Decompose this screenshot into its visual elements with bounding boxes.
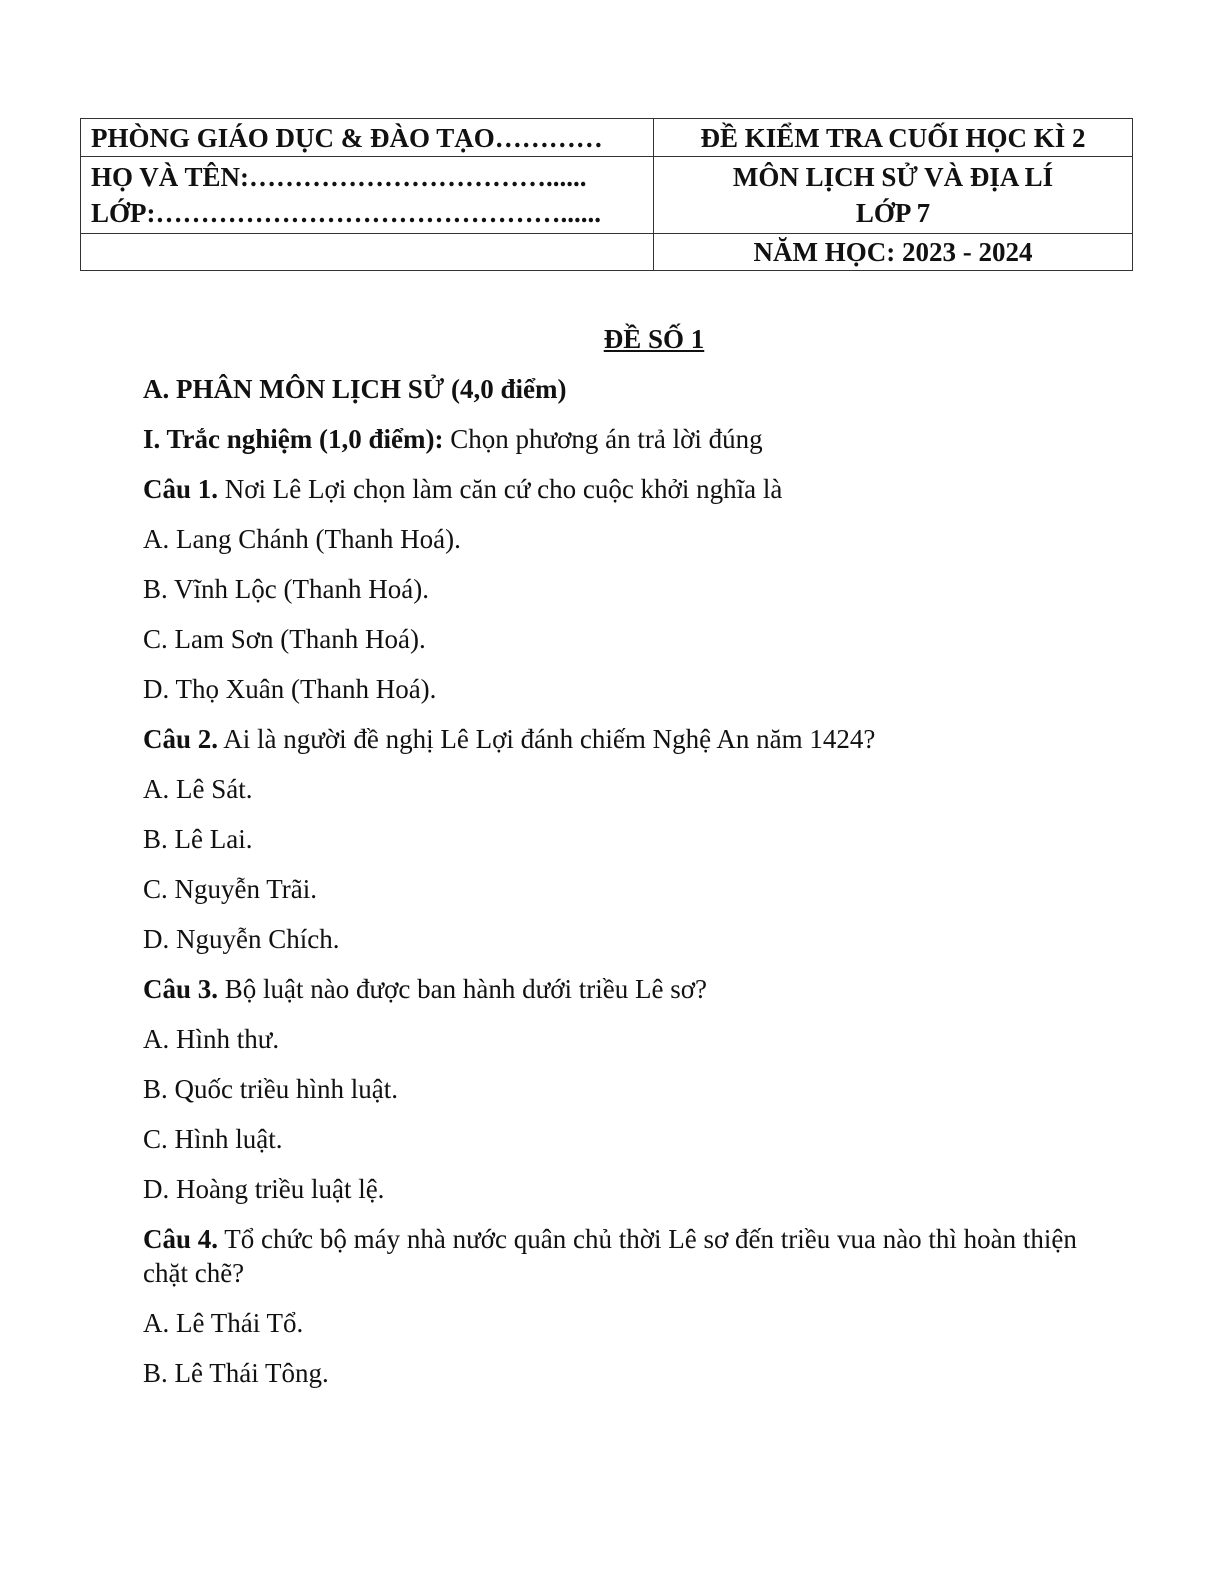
answer-option: B. Quốc triều hình luật.	[143, 1074, 398, 1104]
answer-option: D. Hoàng triều luật lệ.	[143, 1174, 385, 1204]
question-text: Nơi Lê Lợi chọn làm căn cứ cho cuộc khởi nghĩa là	[218, 474, 783, 504]
part-label: I. Trắc nghiệm (1,0 điểm):	[143, 424, 444, 454]
class-field: LỚP:………………………………………......	[91, 198, 601, 228]
header-table	[80, 118, 1133, 271]
part-heading	[143, 422, 1103, 456]
question-block	[143, 972, 1103, 1206]
header-row	[81, 119, 1133, 157]
answer-option: C. Lam Sơn (Thanh Hoá).	[143, 624, 426, 654]
question-stem	[143, 472, 1103, 506]
exam-name-cell: ĐỀ KIỂM TRA CUỐI HỌC KÌ 2	[654, 119, 1133, 157]
question-text: Ai là người đề nghị Lê Lợi đánh chiếm Nghệ An năm 1424?	[218, 724, 876, 754]
question-stem	[143, 972, 1103, 1006]
question-text: Tổ chức bộ máy nhà nước quân chủ thời Lê sơ đến triều vua nào thì hoàn thiện chặt chẽ?	[143, 1224, 1077, 1288]
student-name-field: HỌ VÀ TÊN:……………………………......	[91, 162, 587, 192]
question-block	[143, 472, 1103, 706]
section-heading: A. PHÂN MÔN LỊCH SỬ (4,0 điểm)	[143, 374, 567, 404]
empty-cell	[81, 234, 654, 271]
question-label: Câu 2.	[143, 724, 219, 754]
question-label: Câu 3.	[143, 974, 219, 1004]
header-row	[81, 157, 1133, 234]
header-row	[81, 234, 1133, 271]
question-text: Bộ luật nào được ban hành dưới triều Lê sơ?	[218, 974, 707, 1004]
part-instruction: Chọn phương án trả lời đúng	[443, 424, 763, 454]
answer-option: B. Vĩnh Lộc (Thanh Hoá).	[143, 574, 429, 604]
answer-option: A. Hình thư.	[143, 1024, 280, 1054]
answer-option: C. Hình luật.	[143, 1124, 283, 1154]
subject-cell	[654, 157, 1133, 234]
answer-option: D. Thọ Xuân (Thanh Hoá).	[143, 674, 437, 704]
question-stem	[143, 722, 1103, 756]
answer-option: D. Nguyễn Chích.	[143, 924, 340, 954]
answer-option: B. Lê Lai.	[143, 824, 253, 854]
department-cell: PHÒNG GIÁO DỤC & ĐÀO TẠO…………	[81, 119, 654, 157]
student-info-cell	[81, 157, 654, 234]
answer-option: C. Nguyễn Trãi.	[143, 874, 318, 904]
question-label: Câu 4.	[143, 1224, 219, 1254]
exam-title: ĐỀ SỐ 1	[603, 324, 705, 354]
exam-content	[143, 322, 1103, 1406]
answer-option: A. Lê Sát.	[143, 774, 253, 804]
answer-option: A. Lê Thái Tổ.	[143, 1308, 304, 1338]
question-label: Câu 1.	[143, 474, 219, 504]
subject-name: MÔN LỊCH SỬ VÀ ĐỊA LÍ	[732, 162, 1054, 192]
answer-option: B. Lê Thái Tông.	[143, 1358, 329, 1388]
question-block	[143, 722, 1103, 956]
question-block	[143, 1222, 1103, 1390]
school-year-cell: NĂM HỌC: 2023 - 2024	[654, 234, 1133, 271]
question-stem	[143, 1222, 1103, 1290]
answer-option: A. Lang Chánh (Thanh Hoá).	[143, 524, 461, 554]
grade-label: LỚP 7	[855, 198, 931, 228]
